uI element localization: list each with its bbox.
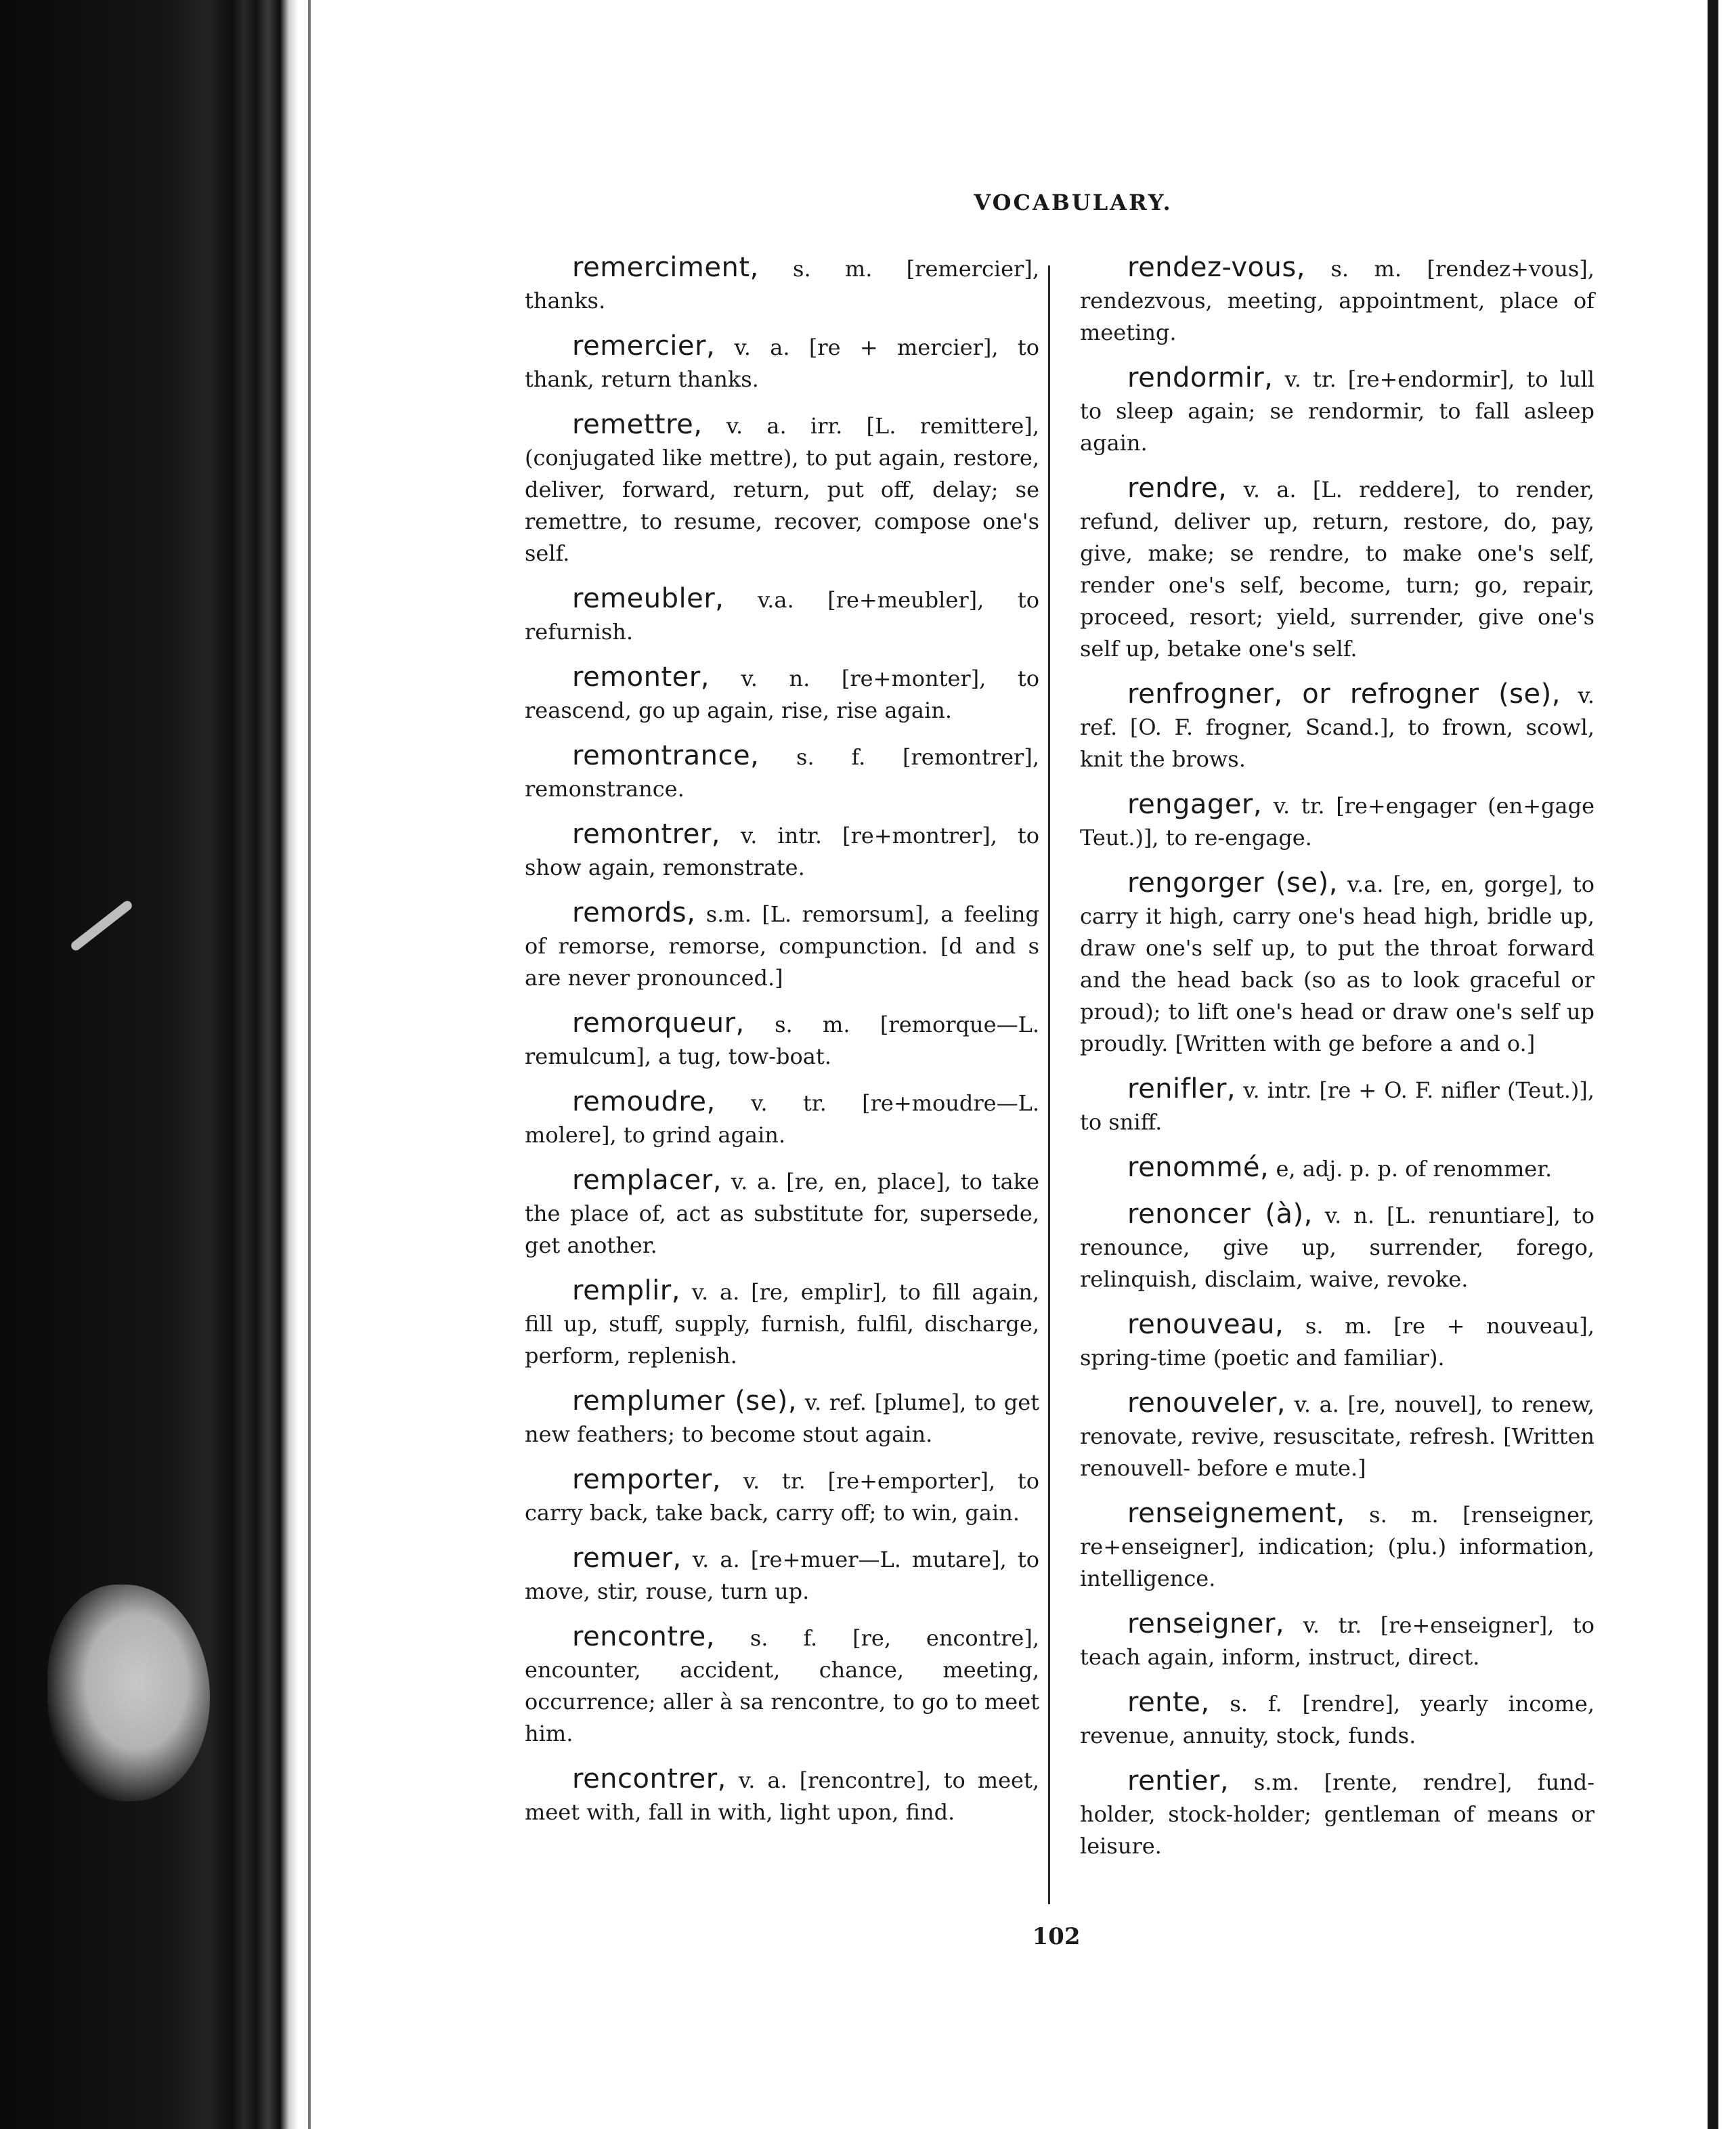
entry-headword: renseigner,: [1127, 1608, 1285, 1639]
entry-definition: v. a. [re, nouvel], to renew, renovate, revive, resuscitate, refresh. [Written renouvell- before e mute.]: [1080, 1392, 1595, 1481]
entry-definition: v. ref. [O. F. frogner, Scand.], to frown, scowl, knit the brows.: [1080, 683, 1594, 772]
dictionary-entry: [1080, 1608, 1594, 1673]
entry-definition: s.m. [rente, rendre], fund-holder, stock-holder; gentleman of means or leisure.: [1080, 1769, 1595, 1859]
entry-headword: remplacer,: [572, 1165, 722, 1196]
entry-definition: v.a. [re, en, gorge], to carry it high, carry one's head high, bridle up, draw one's self up, to put the throat forward and the head back (so as to look graceful or proud); to lift one's head or draw one's self up proudly. [Written with ge before a and o.]: [1080, 872, 1594, 1056]
entry-headword: remontrer,: [572, 819, 720, 850]
entry-definition: e, adj. p. p. of renommer.: [1276, 1156, 1553, 1182]
dictionary-entry: [525, 330, 1039, 395]
entry-definition: v. a. [re, en, place], to take the place of, act as substitute for, supersede, get another.: [525, 1169, 1040, 1258]
dictionary-entry: [525, 1086, 1039, 1151]
entry-definition: v. a. [L. reddere], to render, refund, deliver up, return, restore, do, pay, give, make; se rendre, to make one's self, render one's self, become, turn; go, repair, proceed, resort; yield, surrender, give one's self up, betake one's self.: [1080, 477, 1595, 662]
entry-headword: rendez-vous,: [1127, 252, 1305, 283]
dictionary-entry: [525, 819, 1039, 884]
dictionary-entry: [1080, 1199, 1594, 1295]
entry-headword: rendre,: [1127, 473, 1228, 504]
entry-definition: v. tr. [re+endormir], to lull to sleep again; se rendormir, to fall asleep again.: [1080, 366, 1595, 456]
dictionary-entry: [525, 409, 1039, 569]
dictionary-entry: [1080, 362, 1594, 459]
right-column: [1080, 252, 1594, 1876]
entry-definition: v. tr. [re+engager (en+gage Teut.)], to re-engage.: [1080, 793, 1595, 851]
entry-definition: v. a. [re + mercier], to thank, return thanks.: [525, 335, 1040, 392]
entry-headword: remettre,: [572, 409, 703, 440]
entry-definition: s. m. [remercier], thanks.: [525, 256, 1039, 314]
entry-definition: v. tr. [re+emporter], to carry back, take back, carry off; to win, gain.: [525, 1468, 1040, 1526]
entry-headword: remorqueur,: [572, 1008, 745, 1039]
entry-headword: remontrance,: [572, 740, 760, 771]
dictionary-entry: [525, 1275, 1039, 1372]
entry-definition: v. n. [re+monter], to reascend, go up again, rise, rise again.: [525, 666, 1040, 723]
dictionary-entry: [1080, 1388, 1594, 1484]
entry-definition: v.a. [re+meubler], to refurnish.: [525, 587, 1040, 645]
entry-headword: remuer,: [572, 1543, 682, 1574]
dictionary-entry: [525, 1008, 1039, 1073]
entry-headword: rencontre,: [572, 1621, 715, 1652]
entry-definition: s. f. [rendre], yearly income, revenue, annuity, stock, funds.: [1080, 1691, 1595, 1748]
entry-headword: renouveau,: [1127, 1309, 1284, 1340]
book-spine-shadow: [0, 0, 298, 2129]
entry-headword: remplumer (se),: [572, 1385, 798, 1417]
entry-headword: remercier,: [572, 330, 716, 362]
dictionary-entry: [1080, 1309, 1594, 1374]
entry-definition: v. a. [rencontre], to meet, meet with, fall in with, light upon, find.: [525, 1767, 1040, 1825]
dictionary-entry: [525, 252, 1039, 317]
entry-definition: s. m. [rendez+vous], rendezvous, meeting, appointment, place of meeting.: [1080, 256, 1594, 345]
dictionary-entry: [525, 1385, 1039, 1450]
entry-definition: s. m. [renseigner, re+enseigner], indication; (plu.) information, intelligence.: [1080, 1502, 1594, 1591]
dictionary-entry: [525, 1165, 1039, 1262]
entry-headword: rentier,: [1127, 1765, 1230, 1797]
dictionary-entry: [525, 583, 1039, 648]
dictionary-entry: [525, 1464, 1039, 1529]
running-head: VOCABULARY.: [974, 190, 1173, 215]
entry-definition: s. m. [re + nouveau], spring-time (poetic and familiar).: [1080, 1313, 1595, 1371]
entry-headword: renouveler,: [1127, 1388, 1286, 1419]
entry-headword: remplir,: [572, 1275, 680, 1306]
dictionary-entry: [525, 1763, 1039, 1828]
entry-definition: v. ref. [plume], to get new feathers; to become stout again.: [525, 1390, 1039, 1447]
dictionary-entry: [1080, 473, 1594, 665]
entry-definition: v. a. [re, emplir], to fill again, fill up, stuff, supply, furnish, fulfil, discharge, perform, replenish.: [525, 1279, 1040, 1369]
entry-headword: remords,: [572, 897, 696, 928]
entry-definition: v. tr. [re+moudre—L. molere], to grind again.: [525, 1090, 1040, 1148]
dictionary-entry: [1080, 867, 1594, 1060]
dictionary-entry: [525, 662, 1039, 727]
dictionary-entry: [1080, 1152, 1594, 1185]
entry-headword: rengager,: [1127, 789, 1263, 820]
entry-definition: s. f. [re, encontre], encounter, accident, chance, meeting, occurrence; aller à sa rencontre, to go to meet him.: [525, 1625, 1039, 1746]
dictionary-entry: [1080, 1765, 1594, 1862]
entry-headword: remporter,: [572, 1464, 721, 1495]
dictionary-entry: [1080, 679, 1594, 775]
dictionary-entry: [525, 740, 1039, 805]
dictionary-entry: [1080, 1073, 1594, 1138]
dictionary-entry: [1080, 1498, 1594, 1595]
dictionary-entry: [525, 897, 1039, 994]
entry-definition: v. intr. [re + O. F. nifler (Teut.)], to sniff.: [1080, 1077, 1595, 1135]
entry-definition: s.m. [L. remorsum], a feeling of remorse, remorse, compunction. [d and s are never pronounced.]: [525, 901, 1040, 991]
dictionary-entry: [525, 1543, 1039, 1608]
dictionary-entry: [1080, 789, 1594, 854]
left-column: [525, 252, 1039, 1842]
entry-definition: v. a. [re+muer—L. mutare], to move, stir, rouse, turn up.: [525, 1547, 1040, 1604]
dictionary-entry: [525, 1621, 1039, 1750]
entry-headword: renommé,: [1127, 1152, 1270, 1183]
entry-headword: renoncer (à),: [1127, 1199, 1313, 1230]
entry-headword: renseignement,: [1127, 1498, 1345, 1529]
dictionary-entry: [1080, 252, 1594, 349]
entry-definition: v. tr. [re+enseigner], to teach again, inform, instruct, direct.: [1080, 1612, 1595, 1670]
entry-headword: rengorger (se),: [1127, 867, 1338, 899]
entry-headword: remoudre,: [572, 1086, 716, 1117]
entry-headword: remerciment,: [572, 252, 759, 283]
entry-headword: rencontrer,: [572, 1763, 726, 1794]
entry-headword: renifler,: [1127, 1073, 1236, 1104]
entry-headword: remonter,: [572, 662, 710, 693]
dictionary-entry: [1080, 1687, 1594, 1752]
entry-definition: s. m. [remorque—L. remulcum], a tug, tow-boat.: [525, 1012, 1040, 1069]
page-edge-shadow: [1708, 0, 1718, 2129]
column-divider: [1048, 265, 1050, 1904]
entry-headword: rendormir,: [1127, 362, 1274, 393]
entry-definition: s. f. [remontrer], remonstrance.: [525, 744, 1040, 802]
entry-headword: rente,: [1127, 1687, 1210, 1718]
entry-definition: v. n. [L. renuntiare], to renounce, give up, surrender, forego, relinquish, disclaim, waive, revoke.: [1080, 1203, 1594, 1292]
entry-definition: v. intr. [re+montrer], to show again, remonstrate.: [525, 823, 1040, 880]
entry-definition: v. a. irr. [L. remittere], (conjugated like mettre), to put again, restore, deliver, forward, return, put off, delay; se remettre, to resume, recover, compose one's self.: [525, 413, 1040, 566]
entry-headword: renfrogner, or refrogner (se),: [1127, 679, 1561, 710]
page-number: 102: [1032, 1923, 1081, 1950]
entry-headword: remeubler,: [572, 583, 724, 614]
